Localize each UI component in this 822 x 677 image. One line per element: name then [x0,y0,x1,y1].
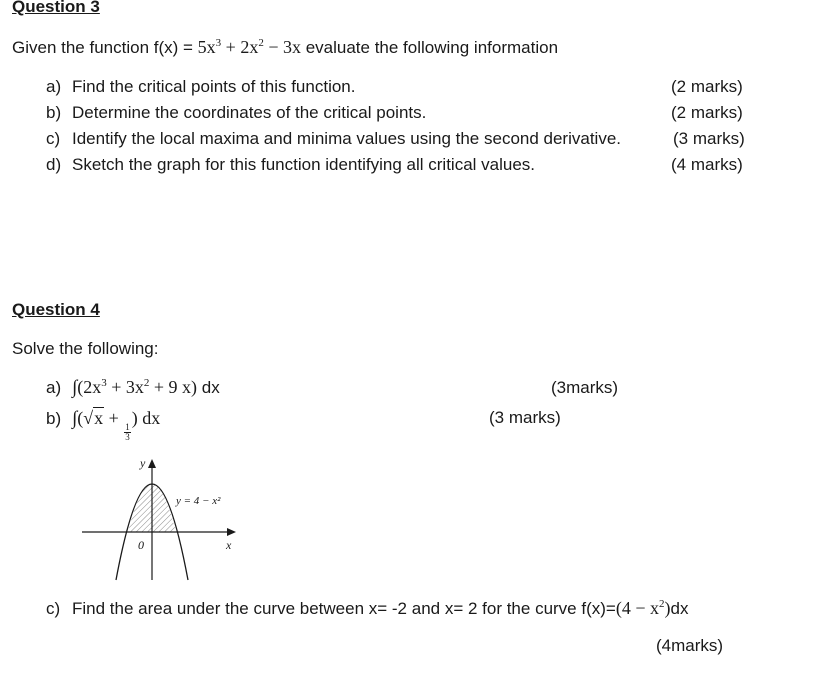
q3-item-a-marks: (2 marks) [671,77,743,96]
y-axis-label: y [140,456,146,470]
integral-sign-b: ∫ [72,408,78,429]
curve-label: y = 4 − x² [176,495,221,507]
q4-intro: Solve the following: [12,339,159,358]
q3-function: $5x^3 + 2x^2 - 3x$ [197,37,301,57]
q4-item-a-marks: (3marks) [551,378,619,397]
q4-item-b: b) ∫(√x + $\frac{1}{3}$ ) dx [46,408,161,442]
q4-item-a: a) $\int(2x^3 + 3x^2 + 9$ x) dx [46,377,220,398]
q4-item-b-marks: (3 marks) [489,408,561,427]
origin-label: 0 [138,538,144,552]
integral-sign-a: ∫ [72,377,78,398]
parabola-graph [80,452,260,582]
q3-item-d-marks: (4 marks) [671,155,743,174]
q4-title: Question 4 [12,300,100,319]
q3-title: Question 3 [12,0,100,16]
q3-item-c-marks: (3 marks) [673,129,745,148]
x-axis-arrow [227,528,236,536]
x-axis-label: x [226,538,232,552]
q3-intro-prefix: Given the function f(x) = [12,38,198,57]
fraction-one-third: $\frac{1}{3}$ [125,422,130,442]
q3-item-c: c) Identify the local maxima and minima values using the second derivative. [46,129,622,148]
q3-item-b: b) Determine the coordinates of the critical points. [46,103,427,122]
q3-item-b-marks: (2 marks) [671,103,743,122]
q4-item-c: c) Find the area under the curve between x= -2 and x= 2 for the curve $f(x)=(4 - x^2)dx$ [46,598,689,618]
q4-item-c-marks: (4marks) [656,636,724,655]
y-axis-arrow [148,459,156,468]
q3-item-a: a) Find the critical points of this function. [46,77,356,96]
q3-intro [12,37,558,58]
q3-intro-suffix: evaluate the following information [300,38,559,57]
q3-item-d: d) Sketch the graph for this function identifying all critical values. [46,155,536,174]
